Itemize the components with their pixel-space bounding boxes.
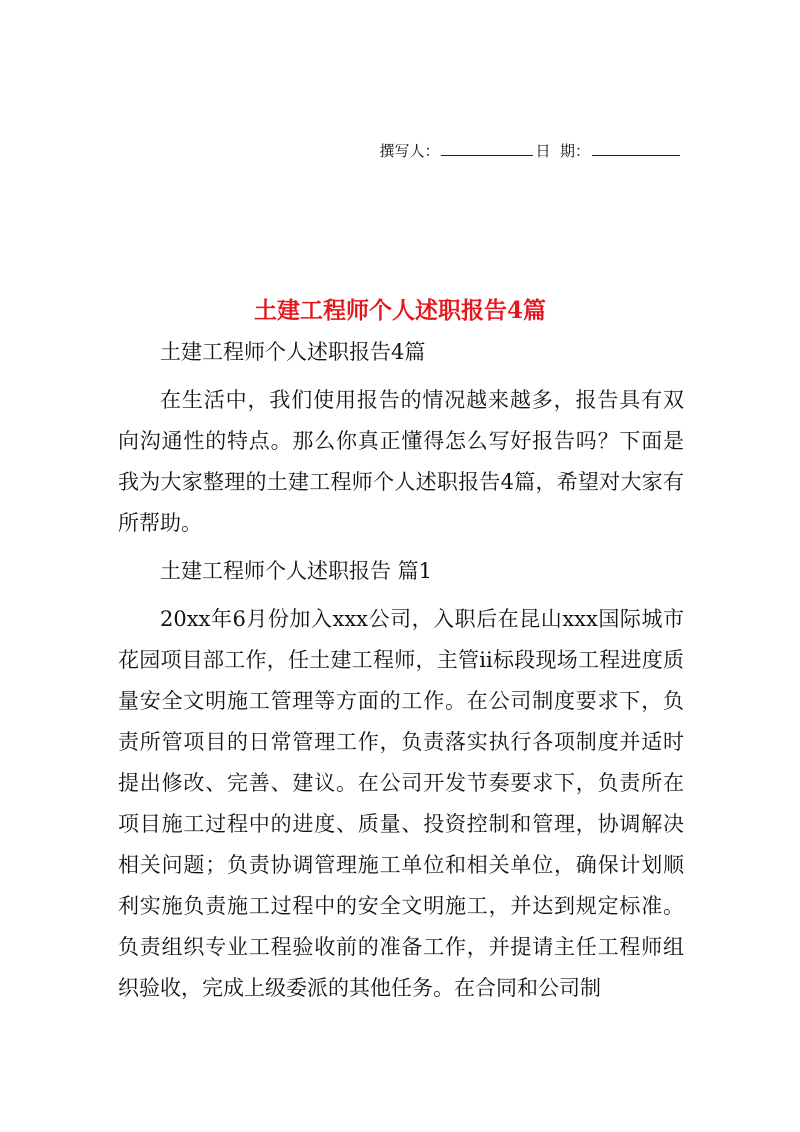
body-paragraph-1: 20xx年6月份加入xxx公司，入职后在昆山xxx国际城市花园项目部工作，任土建工程师，主管ii标段现场工程进度质量安全文明施工管理等方面的工作。在公司制度要求下，负责所管项目的日常管理工作，负责落实执行各项制度并适时提出修改、完善、建议。在公司开发节奏要求下，负责所在项目施工过程中的进度、质量、投资控制和管理，协调解决相关问题；负责协调管理施工单位和相关单位，确保计划顺利实施负责施工过程中的安全文明施工，并达到规定标准。负责组织专业工程验收前的准备工作，并提请主任工程师组织验收，完成上级委派的其他任务。在合同和公司制 [118,607,684,1000]
subtitle-paragraph: 土建工程师个人述职报告4篇 [160,340,426,364]
author-blank [441,141,533,156]
section-heading-1: 土建工程师个人述职报告 篇1 [160,559,433,583]
intro-paragraph: 在生活中，我们使用报告的情况越来越多，报告具有双向沟通性的特点。那么你真正懂得怎么写好报告吗？下面是我为大家整理的土建工程师个人述职报告4篇，希望对大家有所帮助。 [118,388,684,535]
date-label: 日 期： [535,142,590,160]
author-label: 撰写人： [379,142,440,160]
document-title: 土建工程师个人述职报告4篇 [253,297,546,324]
author-date-line [379,140,682,161]
date-blank [592,141,680,156]
document-body [118,332,684,1009]
